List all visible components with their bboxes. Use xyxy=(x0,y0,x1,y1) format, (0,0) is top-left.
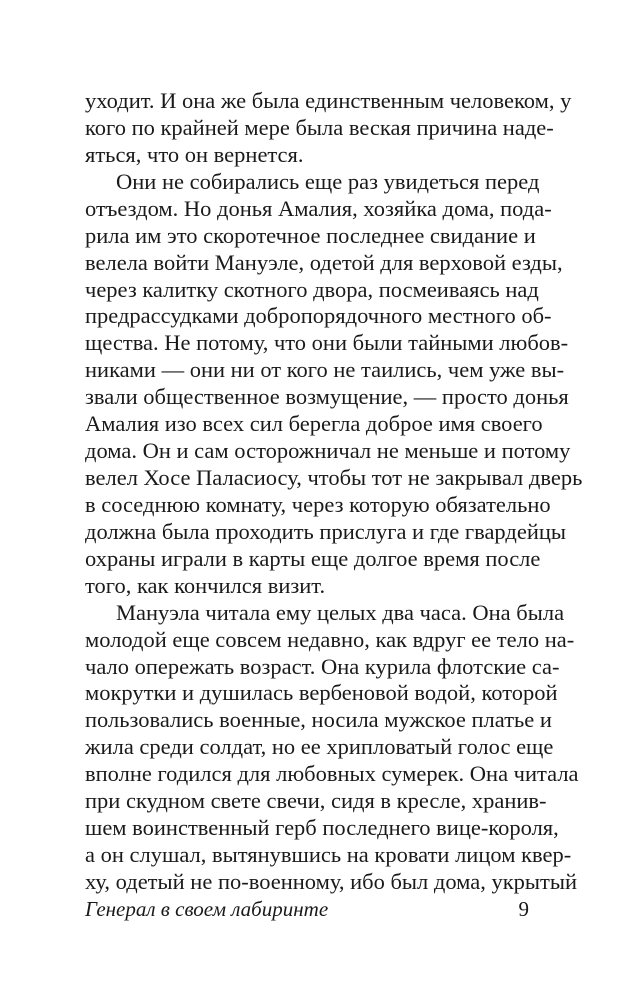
running-footer-title: Генерал в своем лабиринте xyxy=(85,897,329,921)
text-line: уходит. И она же была единственным человеком, у xyxy=(85,88,572,113)
text-line: через калитку скотного двора, посмеиваясь над xyxy=(85,277,539,302)
page-number: 9 xyxy=(518,897,529,921)
paragraph-start-line: Они не собирались еще раз увидеться перед xyxy=(116,169,540,194)
text-line: пользовались военные, носила мужское платье и xyxy=(85,707,552,732)
text-line: а он слушал, вытянувшись на кровати лицом квер- xyxy=(85,842,572,867)
text-line: никами — они ни от кого не таились, чем уже вы- xyxy=(85,357,565,382)
text-line: того, как кончился визит. xyxy=(85,573,326,598)
text-line: при скудном свете свечи, сидя в кресле, хранив- xyxy=(85,788,547,813)
text-line: велел Хосе Паласиосу, чтобы тот не закрывал дверь xyxy=(85,465,583,490)
text-line: мокрутки и душилась вербеновой водой, которой xyxy=(85,680,558,705)
text-line: предрассудками добропорядочного местного об- xyxy=(85,303,552,328)
text-line: шем воинственный герб последнего вице-короля, xyxy=(85,815,559,840)
text-line: яться, что он вернется. xyxy=(85,142,304,167)
text-line: вполне годился для любовных сумерек. Она читала xyxy=(85,761,579,786)
text-line: молодой еще совсем недавно, как вдруг ее тело на- xyxy=(85,627,575,652)
text-line: должна была проходить прислуга и где гвардейцы xyxy=(85,519,567,544)
text-line: звали общественное возмущение, — просто донья xyxy=(85,384,569,409)
paragraph-start-line: Мануэла читала ему целых два часа. Она была xyxy=(116,600,565,625)
text-line: чало опережать возраст. Она курила флотские са- xyxy=(85,654,560,679)
text-line: ху, одетый не по-военному, ибо был дома, укрытый xyxy=(85,869,578,894)
text-line: отъездом. Но донья Амалия, хозяйка дома, пода- xyxy=(85,196,552,221)
text-line: рила им это скоротечное последнее свидание и xyxy=(85,223,536,248)
text-line: в соседнюю комнату, через которую обязательно xyxy=(85,492,551,517)
text-line: кого по крайней мере была веская причина наде- xyxy=(85,115,554,140)
text-line: Амалия изо всех сил берегла доброе имя своего xyxy=(85,411,543,436)
text-line: щества. Не потому, что они были тайными любов- xyxy=(85,330,569,355)
text-line: жила среди солдат, но ее хрипловатый голос еще xyxy=(85,734,554,759)
text-line: охраны играли в карты еще долгое время после xyxy=(85,546,541,571)
text-line: велела войти Мануэле, одетой для верховой езды, xyxy=(85,250,563,275)
text-line: дома. Он и сам осторожничал не меньше и потому xyxy=(85,438,571,463)
